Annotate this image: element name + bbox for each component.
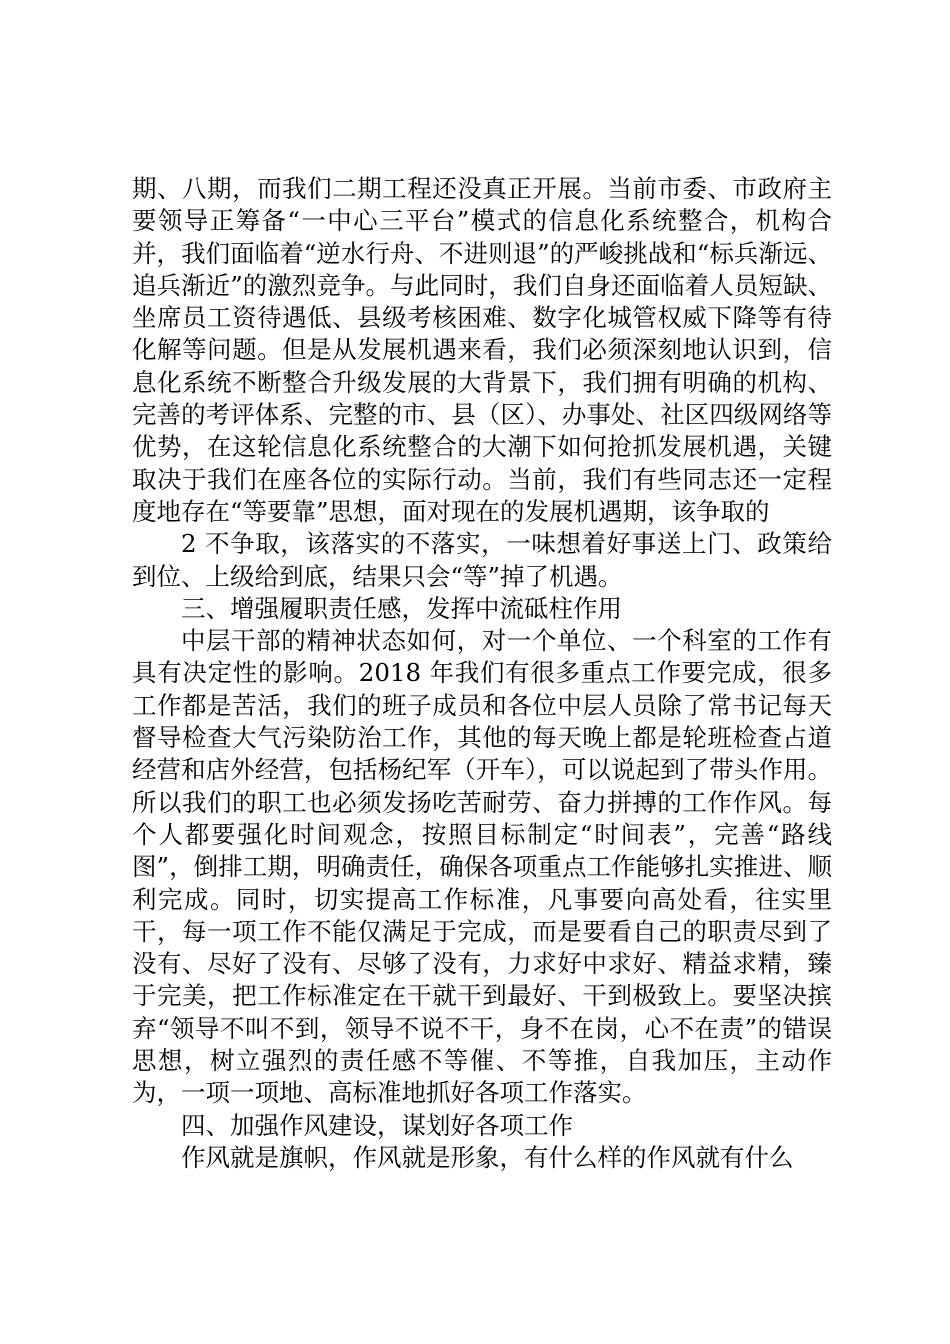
body-paragraph-4: 作风就是旗帜，作风就是形象，有什么样的作风就有什么 xyxy=(181,1142,794,1172)
document-body xyxy=(132,173,832,1174)
body-paragraph-2: 2 不争取，该落实的不落实，一味想着好事送上门、政策给到位、上级给到底，结果只会“等”掉了机遇。 xyxy=(132,529,832,591)
body-paragraph-1: 期、八期，而我们二期工程还没真正开展。当前市委、市政府主要领导正筹备“一中心三平台”模式的信息化系统整合，机构合并，我们面临着“逆水行舟、不进则退”的严峻挑战和“标兵渐远、追兵渐近”的激烈竞争。与此同时，我们自身还面临着人员短缺、坐席员工资待遇低、县级考核困难、数字化城管权威下降等有待化解等问题。但是从发展机遇来看，我们必须深刻地认识到，信息化系统不断整合升级发展的大背景下，我们拥有明确的机构、完善的考评体系、完整的市、县（区）、办事处、社区四级网络等优势，在这轮信息化系统整合的大潮下如何抢抓发展机遇，关键取决于我们在座各位的实际行动。当前，我们有些同志还一定程度地存在“等要靠”思想，面对现在的发展机遇期，该争取的 xyxy=(132,174,832,526)
section-heading-3: 三、增强履职责任感，发挥中流砥柱作用 xyxy=(181,593,622,623)
section-heading-4: 四、加强作风建设，谋划好各项工作 xyxy=(181,1110,573,1140)
body-paragraph-3: 中层干部的精神状态如何，对一个单位、一个科室的工作有具有决定性的影响。2018 年我们有很多重点工作要完成，很多工作都是苦活，我们的班子成员和各位中层人员除了常书记每天督导检查大气污染防治工作，其他的每天晚上都是轮班检查占道经营和店外经营，包括杨纪军（开车），可以说起到了带头作用。所以我们的职工也必须发扬吃苦耐劳、奋力拼搏的工作作风。每个人都要强化时间观念，按照目标制定“时间表”，完善“路线图”，倒排工期，明确责任，确保各项重点工作能够扎实推进、顺利完成。同时，切实提高工作标准，凡事要向高处看，往实里干，每一项工作不能仅满足于完成，而是要看自己的职责尽到了没有、尽好了没有、尽够了没有，力求好中求好、精益求精，臻于完美，把工作标准定在干就干到最好、干到极致上。要坚决摈弃“领导不叫不到，领导不说不干，身不在岗，心不在责”的错误思想，树立强烈的责任感不等催、不等推，自我加压，主动作为，一项一项地、高标准地抓好各项工作落实。 xyxy=(132,626,832,1108)
